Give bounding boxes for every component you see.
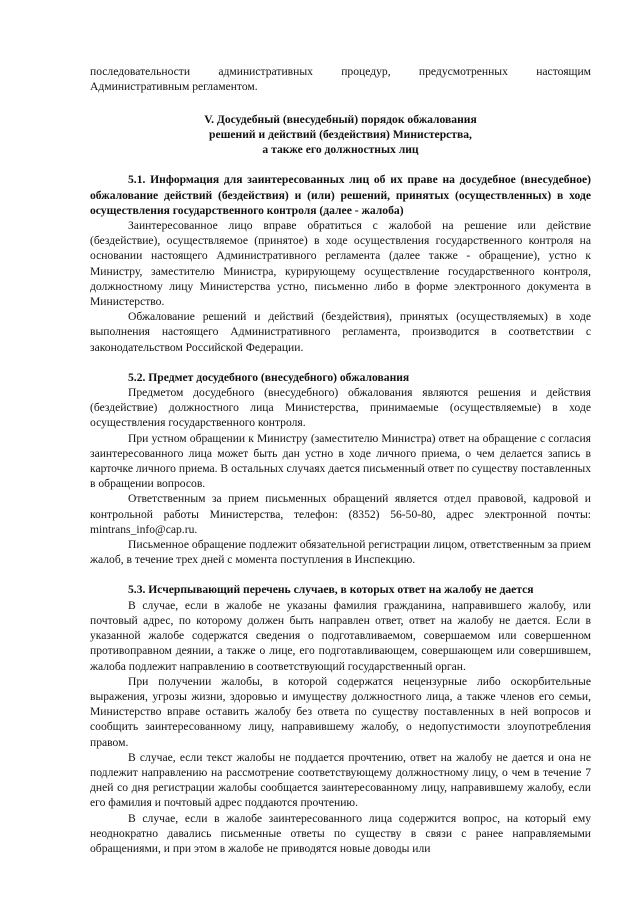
section-5-2-heading: 5.2. Предмет досудебного (внесудебного) обжалования	[128, 370, 410, 384]
intro-paragraph: последовательности административных процедур, предусмотренных настоящим Административным регламентом.	[90, 65, 591, 94]
section-5-1-heading: 5.1. Информация для заинтересованных лиц об их праве на досудебное (внесудебное) обжалование действий (бездействия) и (или) решений, принятых (осуществленных) в ходе осуществления государственного контроля (далее - жалоба)	[90, 173, 591, 217]
section-5-1-paragraph-1: Заинтересованное лицо вправе обратиться с жалобой на решение или действие (бездействие), осуществляемое (принятое) в ходе осуществления государственного контроля на основании настоящего Административного регламента (далее также - обращение), устно к Министру, заместителю Министра, курирующему осуществление государственного контроля, должностному лицу Министерства устно, письменно либо в форме электронного документа в Министерство.	[90, 219, 591, 309]
section-5-2-paragraph-1: Предметом досудебного (внесудебного) обжалования являются решения и действия (бездействие) должностного лица Министерства, принимаемые (осуществляемые) в ходе осуществления государственного контроля.	[90, 386, 591, 430]
section-5-2-paragraph-4: Письменное обращение подлежит обязательной регистрации лицом, ответственным за прием жалоб, в течение трех дней с момента поступления в Инспекцию.	[90, 538, 591, 567]
section-5-1-paragraph-2: Обжалование решений и действий (бездействия), принятых (осуществляемых) в ходе выполнения настоящего Административного регламента, производится в соответствии с законодательством Российской Федерации.	[90, 310, 591, 354]
section-5-3-paragraph-1: В случае, если в жалобе не указаны фамилия гражданина, направившего жалобу, или почтовый адрес, по которому должен быть направлен ответ, ответ на жалобу не дается. Если в указанной жалобе содержатся сведения о подготавливаемом, совершаемом или совершенном противоправном деянии, а также о лице, его подготавливающем, совершающем или совершившем, жалоба подлежит направлению в соответствующий государственный орган.	[90, 598, 591, 673]
section-title-line-2: решений и действий (бездействия) Министерства,	[209, 128, 472, 142]
section-title-line-3: а также его должностных лиц	[262, 143, 419, 157]
spacer	[90, 355, 591, 370]
section-5-3-paragraph-4: В случае, если в жалобе заинтересованного лица содержится вопрос, на который ему неоднократно давались письменные ответы по существу в связи с ранее направляемыми обращениями, и при этом в жалобе не приводятся новые доводы или	[90, 811, 591, 855]
section-5-3-paragraph-2: При получении жалобы, в которой содержатся нецензурные либо оскорбительные выражения, угрозы жизни, здоровью и имуществу должностного лица, а также членов его семьи, Министерство вправе оставить жалобу без ответа по существу поставленных в ней вопросов и сообщить заинтересованному лицу, направившему жалобу, о недопустимости злоупотребления правом.	[90, 674, 591, 749]
section-5-3-paragraph-3: В случае, если текст жалобы не поддается прочтению, ответ на жалобу не дается и она не подлежит направлению на рассмотрение соответствующему должностному лицу, о чем в течение 7 дней со дня регистрации жалобы сообщается заинтересованному лицу, направившему жалобу, если его фамилия и почтовый адрес поддаются прочтению.	[90, 750, 591, 810]
section-title	[90, 112, 591, 157]
spacer	[90, 567, 591, 582]
section-5-3-heading: 5.3. Исчерпывающий перечень случаев, в которых ответ на жалобу не дается	[128, 583, 534, 597]
section-title-line-1: V. Досудебный (внесудебный) порядок обжалования	[204, 113, 477, 127]
section-5-2-paragraph-3: Ответственным за прием письменных обращений является отдел правовой, кадровой и контрольной работы Министерства, телефон: (8352) 56-50-80, адрес электронной почты: mintrans_info@cap.ru.	[90, 492, 591, 536]
section-5-2-paragraph-2: При устном обращении к Министру (заместителю Министра) ответ на обращение с согласия заинтересованного лица может быть дан устно в ходе личного приема, о чем делается запись в карточке личного приема. В остальных случаях дается письменный ответ по существу поставленных в обращении вопросов.	[90, 431, 591, 491]
